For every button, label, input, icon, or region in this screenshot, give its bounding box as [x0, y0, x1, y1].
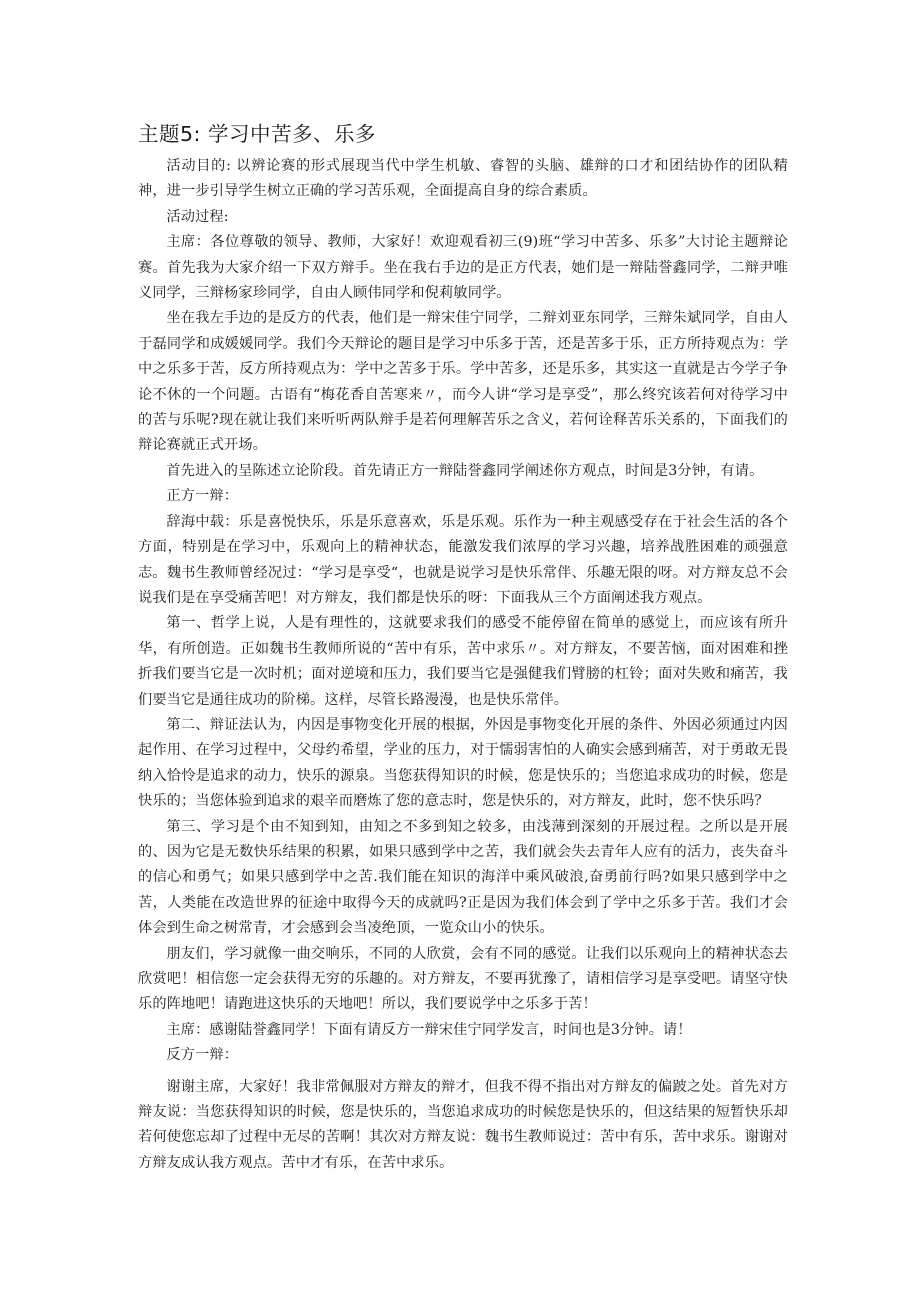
document-title: 主题5: 学习中苦多、乐多 [138, 122, 376, 146]
paragraph-affirmative-intro: 辞海中载：乐是喜悦快乐，乐是乐意喜欢，乐是乐观。乐作为一种主观感受存在于社会生活的各个方面，特别是在学习中，乐观向上的精神状态，能激发我们浓厚的学习兴趣，培养战胜困难的顽强意志。魏书生教师曾经况过：“学习是享受“，也就是说学习是快乐常伴、乐趣无限的呀。对方辩友总不会说我们是在享受痛苦吧！对方辩友，我们都是快乐的呀：下面我从三个方面阐述我方观点。 [138, 513, 788, 606]
paragraph-chair-intro: 主席：各位尊敬的领导、教师，大家好！欢迎观看初三(9)班“学习中苦多、乐多”大讨论主题辩论赛。首先我为大家介绍一下双方辩手。坐在我右手边的是正方代表，她们是一辩陆誉鑫同学，二辩尹唯义同学，三辩杨家珍同学，自由人顾伟同学和倪莉敏同学。 [138, 234, 788, 302]
paragraph-negative-speech: 谢谢主席，大家好！我非常佩服对方辩友的辩才，但我不得不指出对方辩友的偏跛之处。首先对方辩友说：当您获得知识的时候，您是快乐的，当您追求成功的时候您是快乐的，但这结果的短暂快乐却若何使您忘却了过程中无尽的苦啊！其次对方辩友说：魏书生教师说过：苦中有乐，苦中求乐。谢谢对方辩友成认我方观点。苦中才有乐，在苦中求乐。 [138, 1078, 788, 1171]
paragraph-affirmative-first-label: 正方一辩： [166, 488, 239, 505]
paragraph-purpose: 活动目的: 以辨论赛的形式展现当代中学生机敏、睿智的头脑、雄辩的口才和团结协作的团队精神，进一步引导学生树立正确的学习苦乐观，全面提高自身的综合素质。 [138, 158, 788, 200]
paragraph-chair-transition: 主席：感谢陆誉鑫同学！下面有请反方一辩宋佳宁同学发言，时间也是3分钟。请！ [166, 1021, 692, 1038]
paragraph-opening-stage: 首先进入的呈陈述立论阶段。首先请正方一辩陆誉鑫同学阐述你方观点，时间是3分钟，有请。 [166, 462, 764, 479]
paragraph-point-two: 第二、辩证法认为，内因是事物变化开展的根据，外因是事物变化开展的条件、外因必须通过内因起作用、在学习过程中，父母约希望，学业的压力，对于懦弱害怕的人确实会感到痛苦，对于勇敢无畏纳入恰怜是追求的动力，快乐的源泉。当您获得知识的时候，您是快乐的；当您追求成功的时候，您是快乐的；当您体验到追求的艰辛而磨炼了您的意志时，您是快乐的，对方辩友，此时，您不快乐吗？ [138, 716, 788, 810]
document-page [138, 118, 788, 1176]
paragraph-point-one: 第一、哲学上说，人是有理性的，这就要求我们的感受不能停留在简单的感觉上，而应该有所升华，有所创造。正如魏书生教师所说的“苦中有乐，苦中求乐〃。对方辩友，不要苦恼，面对困难和挫折我们要当它是一次时机；面对逆境和压力，我们要当它是强健我们臂膀的杠铃；面对失败和痛苦，我们要当它是通往成功的阶梯。这样，尽管长路漫漫，也是快乐常伴。 [138, 615, 788, 708]
paragraph-opposition-intro: 坐在我左手边的是反方的代表，他们是一辩宋佳宁同学，二辩刘亚东同学，三辩朱斌同学，自由人于磊同学和成媛媛同学。我们今天辩论的题目是学习中乐多于苦，还是苦多于乐，正方所持观点为：学中之乐多于苦，反方所持观点为：学中之苦多于乐。学中苦多，还是乐多，其实这一直就是古今学子争论不休的一个问题。古语有“梅花香自苦寒来〃，而今人讲“学习是享受”，那么终究该若何对待学习中的苦与乐呢?现在就让我们来听听两队辩手是若何理解苦乐之含义，若何诠释苦乐关系的，下面我们的辩论赛就正式开场。 [138, 310, 788, 454]
paragraph-negative-first-label: 反方一辩： [166, 1047, 239, 1064]
paragraph-process-heading: 活动过程: [166, 208, 229, 225]
paragraph-conclusion: 朋友们，学习就像一曲交响乐，不同的人欣赏，会有不同的感觉。让我们以乐观向上的精神状态去欣赏吧！相信您一定会获得无穷的乐趣的。对方辩友，不要再犹豫了，请相信学习是享受吧。请坚守快乐的阵地吧！请跑进这快乐的天地吧！所以，我们要说学中之乐多于苦！ [138, 945, 788, 1013]
paragraph-point-three: 第三、学习是个由不知到知，由知之不多到知之较多，由浅薄到深刻的开展过程。之所以是开展的、因为它是无数快乐结果的积累，如果只感到学中之苦，我们就会失去青年人应有的活力，丧失奋斗的信心和勇气；如果只感到学中之苦.我们能在知识的海洋中乘风破浪,奋勇前行吗?如果只感到学中之苦，人类能在改造世界的征途中取得今天的成就吗?正是因为我们体会到了学中之乐多于苦。我们才会体会到生命之树常青，才会感到会当凌绝顶，一览众山小的快乐。 [138, 818, 788, 937]
